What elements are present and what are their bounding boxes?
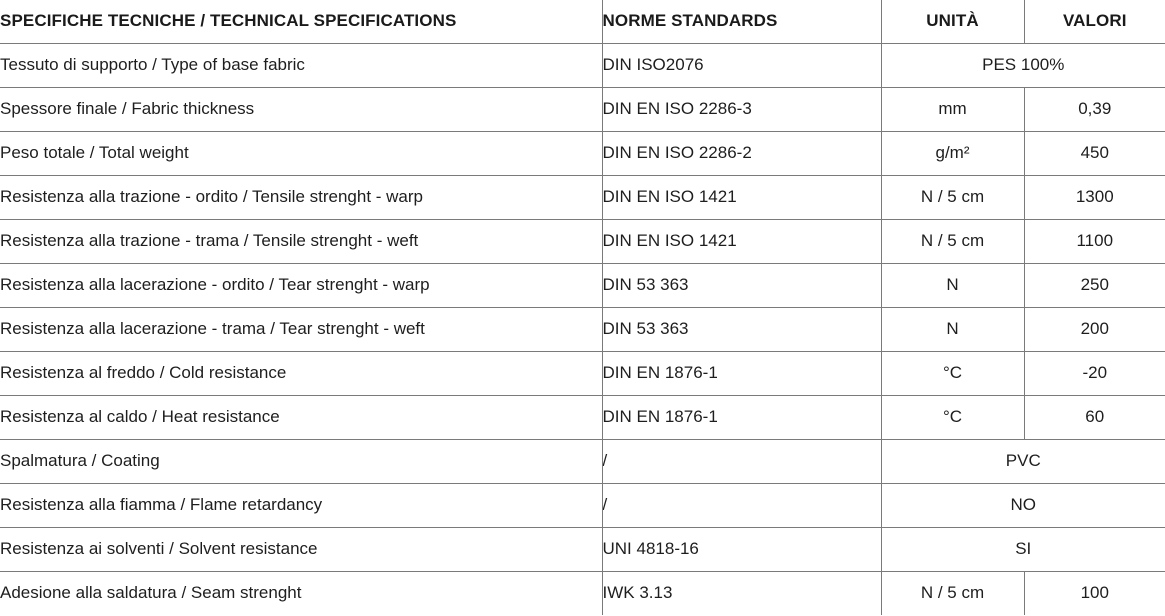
norm-cell: DIN EN ISO 1421 (602, 219, 881, 263)
spec-cell: Resistenza alla lacerazione - trama / Tear strenght - weft (0, 307, 602, 351)
norm-cell: UNI 4818-16 (602, 527, 881, 571)
unit-cell: N / 5 cm (881, 175, 1024, 219)
value-cell: 0,39 (1024, 87, 1165, 131)
table-row (0, 483, 1165, 527)
value-cell: PES 100% (881, 43, 1165, 87)
unit-cell: N (881, 307, 1024, 351)
unit-cell: N / 5 cm (881, 571, 1024, 615)
table-row (0, 43, 1165, 87)
norm-cell: DIN ISO2076 (602, 43, 881, 87)
norm-cell: / (602, 483, 881, 527)
norm-cell: DIN EN ISO 1421 (602, 175, 881, 219)
unit-cell: mm (881, 87, 1024, 131)
table-row (0, 175, 1165, 219)
norm-cell: DIN EN 1876-1 (602, 395, 881, 439)
unit-cell: N (881, 263, 1024, 307)
value-cell: 1100 (1024, 219, 1165, 263)
header-value: VALORI (1024, 0, 1165, 43)
table-row (0, 263, 1165, 307)
table-row (0, 87, 1165, 131)
value-cell: 1300 (1024, 175, 1165, 219)
spec-cell: Resistenza alla trazione - ordito / Tensile strenght - warp (0, 175, 602, 219)
spec-cell: Resistenza alla lacerazione - ordito / Tear strenght - warp (0, 263, 602, 307)
spec-cell: Peso totale / Total weight (0, 131, 602, 175)
spec-cell: Adesione alla saldatura / Seam strenght (0, 571, 602, 615)
header-unit: UNITÀ (881, 0, 1024, 43)
table-row (0, 219, 1165, 263)
table-body (0, 43, 1165, 615)
unit-cell: g/m² (881, 131, 1024, 175)
unit-cell: °C (881, 395, 1024, 439)
header-spec: SPECIFICHE TECNICHE / TECHNICAL SPECIFICATIONS (0, 0, 602, 43)
table-header-row (0, 0, 1165, 43)
value-cell: 100 (1024, 571, 1165, 615)
value-cell: PVC (881, 439, 1165, 483)
norm-cell: DIN EN 1876-1 (602, 351, 881, 395)
value-cell: SI (881, 527, 1165, 571)
table-row (0, 571, 1165, 615)
unit-cell: N / 5 cm (881, 219, 1024, 263)
spec-cell: Tessuto di supporto / Type of base fabric (0, 43, 602, 87)
value-cell: 450 (1024, 131, 1165, 175)
norm-cell: DIN 53 363 (602, 307, 881, 351)
table-row (0, 131, 1165, 175)
norm-cell: DIN EN ISO 2286-2 (602, 131, 881, 175)
spec-cell: Resistenza al caldo / Heat resistance (0, 395, 602, 439)
value-cell: NO (881, 483, 1165, 527)
table-row (0, 395, 1165, 439)
spec-cell: Resistenza al freddo / Cold resistance (0, 351, 602, 395)
spec-cell: Spessore finale / Fabric thickness (0, 87, 602, 131)
table-row (0, 351, 1165, 395)
norm-cell: DIN 53 363 (602, 263, 881, 307)
table-row (0, 439, 1165, 483)
table-row (0, 527, 1165, 571)
header-norm: NORME STANDARDS (602, 0, 881, 43)
value-cell: 250 (1024, 263, 1165, 307)
value-cell: 60 (1024, 395, 1165, 439)
norm-cell: DIN EN ISO 2286-3 (602, 87, 881, 131)
spec-cell: Resistenza alla trazione - trama / Tensile strenght - weft (0, 219, 602, 263)
value-cell: 200 (1024, 307, 1165, 351)
spec-cell: Resistenza ai solventi / Solvent resistance (0, 527, 602, 571)
spec-cell: Resistenza alla fiamma / Flame retardancy (0, 483, 602, 527)
value-cell: -20 (1024, 351, 1165, 395)
table-row (0, 307, 1165, 351)
spec-cell: Spalmatura / Coating (0, 439, 602, 483)
unit-cell: °C (881, 351, 1024, 395)
norm-cell: / (602, 439, 881, 483)
norm-cell: IWK 3.13 (602, 571, 881, 615)
